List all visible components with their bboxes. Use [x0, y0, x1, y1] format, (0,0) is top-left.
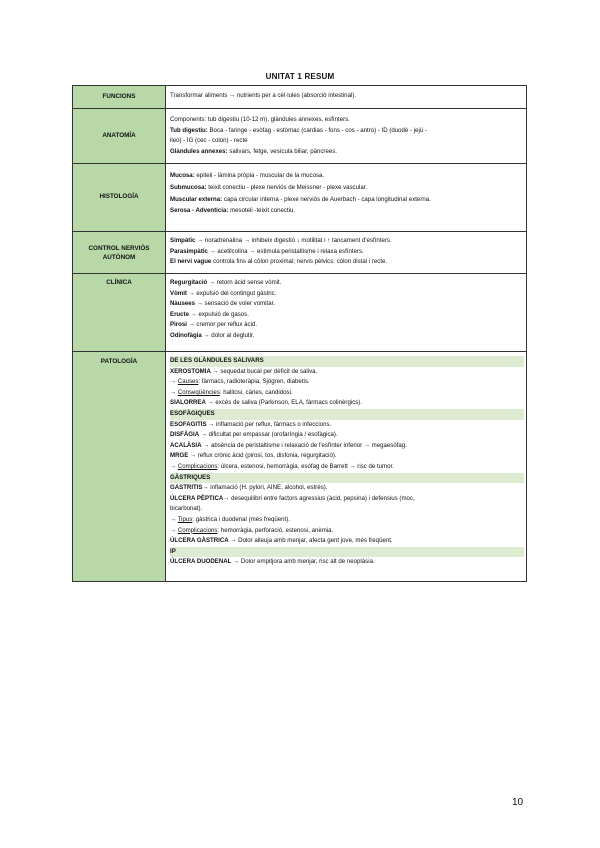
text-line	[170, 331, 522, 342]
document-title: UNITAT 1 RESUM	[265, 72, 335, 81]
row-content-patologia	[166, 352, 527, 582]
text-line	[170, 310, 522, 321]
row-content-control-nervios	[166, 232, 527, 274]
term: ÚLCERA PÈPTICA	[170, 494, 224, 502]
term: Odinofàgia	[170, 331, 202, 339]
arrow: →	[170, 515, 178, 523]
text-line	[170, 236, 522, 247]
subterm: Complicacions	[177, 462, 218, 470]
term: SIALORREA	[170, 399, 206, 407]
table-row	[73, 164, 527, 232]
text-line	[170, 377, 522, 388]
page-number: 10	[512, 797, 524, 808]
definition: : halitosi, càries, candidosi.	[219, 388, 293, 396]
definition: → sensació de voler vomitar.	[195, 300, 276, 308]
text-line: Transformar aliments → nutrients per a cèl·lules (absorció intestinal).	[170, 92, 357, 100]
arrow: →	[170, 388, 178, 396]
definition: → dolor al deglutir.	[201, 331, 255, 339]
section-header-ip: IP	[170, 547, 524, 558]
term: ÚLCERA GÀSTRICA	[170, 537, 229, 545]
term: ACALÀSIA	[170, 441, 202, 449]
row-label-patologia: PATOLOGÍA	[73, 352, 166, 582]
text-line	[170, 526, 522, 537]
text-line	[170, 299, 522, 310]
text-line	[170, 398, 522, 409]
term: Mucosa:	[170, 172, 195, 179]
definition: Boca - faringe - esòfag - estòmac (cardias - fons - cos - antro) - ID (duodè - jejú -	[207, 126, 427, 134]
subterm: Tipus	[177, 515, 193, 523]
definition: → sequedat bucal per dèficit de saliva.	[210, 367, 318, 375]
table-row	[73, 86, 527, 109]
definition: : hemorràgia, perforació, estenosi, anèmia.	[217, 526, 334, 534]
table-row	[73, 232, 527, 274]
text-line	[170, 494, 522, 505]
definition: → noradrenalina → inhibeix digestió ↓ motilitat i ↑ tancament d'esfínters.	[195, 237, 392, 244]
label-line: CONTROL NERVIÓS	[88, 244, 150, 252]
definition: → dificultat per empassar (orofaríngia / esofàgica).	[199, 431, 338, 439]
text-line	[170, 147, 522, 158]
term: MRGE	[170, 452, 189, 460]
text-line	[170, 182, 522, 194]
text-line	[170, 367, 522, 378]
term: Pirosi	[170, 321, 187, 329]
text-line	[170, 170, 522, 182]
term: Muscular externa:	[170, 195, 223, 203]
definition: → cremor per reflux àcid.	[186, 321, 258, 329]
table-row	[73, 109, 527, 164]
row-content-histologia	[166, 164, 527, 232]
term: XEROSTOMIA	[170, 367, 211, 375]
definition: epiteli - làmina pròpia - muscular de la mucosa.	[194, 172, 325, 179]
arrow: →	[170, 526, 178, 534]
row-label-anatomia: ANATOMÍA	[73, 109, 166, 164]
subterm: Causes	[177, 378, 199, 386]
subterm: Complicacions	[177, 526, 218, 534]
definition: → Dolor empitjora amb menjar, risc alt de neoplàsia.	[231, 558, 375, 566]
definition: controla fins al còlon proximal; nervis pèlvics: còlon distal i recte.	[211, 258, 388, 266]
text-line	[170, 205, 522, 217]
text-line	[170, 247, 522, 258]
definition: : fàrmacs, radioteràpia, Sjögren, diabetis.	[198, 378, 310, 386]
term: ESOFAGITIS	[170, 420, 207, 428]
term: Regurgitació	[170, 279, 208, 286]
term: Nàusees	[170, 300, 196, 308]
definition: → reflux crònic àcid (pirosi, tos, disfonia, regurgitació).	[188, 452, 337, 460]
text-line: ileo) - IG (cec - colon) - recte	[170, 137, 248, 145]
row-label-histologia: HISTOLOGÍA	[73, 164, 166, 232]
text-line	[170, 388, 522, 399]
section-header-gastriques: GÀSTRIQUES	[170, 473, 524, 484]
text-line	[170, 289, 522, 300]
term: Tub digestiu:	[170, 126, 208, 134]
term: El nervi vague	[170, 258, 212, 266]
text-line: bicarbonat).	[170, 505, 203, 513]
text-line	[170, 320, 522, 331]
term: Glàndules annexes:	[170, 147, 228, 155]
definition: mesoteli -teixit conectiu.	[228, 207, 296, 215]
definition: → Dolor alleuja amb menjar, afecta gent jove, més freqüent.	[228, 537, 393, 545]
definition: → inflamació per reflux, fàrmacs o infeccions.	[206, 420, 332, 428]
definition: → excés de saliva (Parkinson, ELA, fàrmacs colinèrgics).	[205, 399, 363, 407]
text-line	[170, 536, 522, 547]
text-line: Components: tub digestiu (10-12 m), glàndules annexes, esfínters.	[170, 116, 350, 123]
definition: → retorn àcid sense vòmit.	[207, 279, 282, 286]
row-content-funcions	[166, 86, 527, 109]
text-line	[170, 515, 522, 526]
row-label-control-nervios	[73, 232, 166, 274]
definition: teixit conectiu - plexe nerviós de Meissner - plexe vascular.	[206, 183, 368, 191]
table-row	[73, 352, 527, 582]
term: Vòmit	[170, 289, 187, 297]
text-line	[170, 441, 522, 452]
term: Submucosa:	[170, 183, 207, 191]
row-label-funcions: FUNCIONS	[73, 86, 166, 109]
definition: → inflamació (H. pylori, AINE, alcohol, estrès).	[202, 484, 328, 492]
definition: : úlcera, estenosi, hemorràgia, esòfag de Barrett → risc de tumor.	[217, 462, 394, 470]
section-header-esofagiques: ESOFÀGIQUES	[170, 409, 524, 420]
text-line	[170, 194, 522, 206]
term: Serosa - Adventícia:	[170, 207, 229, 215]
summary-table	[72, 85, 527, 582]
row-content-clinica	[166, 274, 527, 352]
definition: : gàstrica i duodenal (més freqüent).	[192, 515, 290, 523]
definition: → desequilibri entre factors agressius (àcid, pepsina) i defensius (moc,	[223, 494, 415, 502]
definition: salivars, fetge, vesícula biliar, pàncrees.	[227, 147, 337, 155]
text-line	[170, 451, 522, 462]
term: Eructe	[170, 310, 189, 318]
text-line	[170, 420, 522, 431]
text-line	[170, 430, 522, 441]
section-header-glandules-salivars: DE LES GLÀNDULES SALIVARS	[170, 356, 524, 367]
text-line	[170, 257, 522, 268]
text-line	[170, 278, 522, 289]
table-row	[73, 274, 527, 352]
text-line	[170, 557, 522, 568]
row-label-clinica: CLÍNICA	[73, 274, 166, 352]
definition: → expulsió de gasos.	[188, 310, 249, 318]
definition: → absència de peristaltisme i relaxació de l'esfínter inferior → megaesòfag.	[201, 441, 407, 449]
term: Simpàtic	[170, 237, 196, 244]
text-line	[170, 462, 522, 473]
term: ÚLCERA DUODENAL	[170, 558, 232, 566]
text-line	[170, 483, 522, 494]
arrow: →	[170, 378, 178, 386]
text-line	[170, 126, 522, 137]
term: GASTRITIS	[170, 484, 203, 492]
arrow: →	[170, 462, 178, 470]
label-line: AUTÒNOM	[102, 253, 136, 261]
definition: → acetilcolina → estimula peristaltisme i relaxa esfínters.	[207, 247, 364, 255]
row-content-anatomia	[166, 109, 527, 164]
definition: → expulsió del contingut gàstric.	[186, 289, 277, 297]
definition: capa circular interna - plexe nerviós de Auerbach - capa longitudinal externa.	[222, 195, 431, 203]
subterm: Conseqüències	[177, 388, 220, 396]
term: Parasimpàtic	[170, 247, 208, 255]
term: DISFÀGIA	[170, 431, 200, 439]
